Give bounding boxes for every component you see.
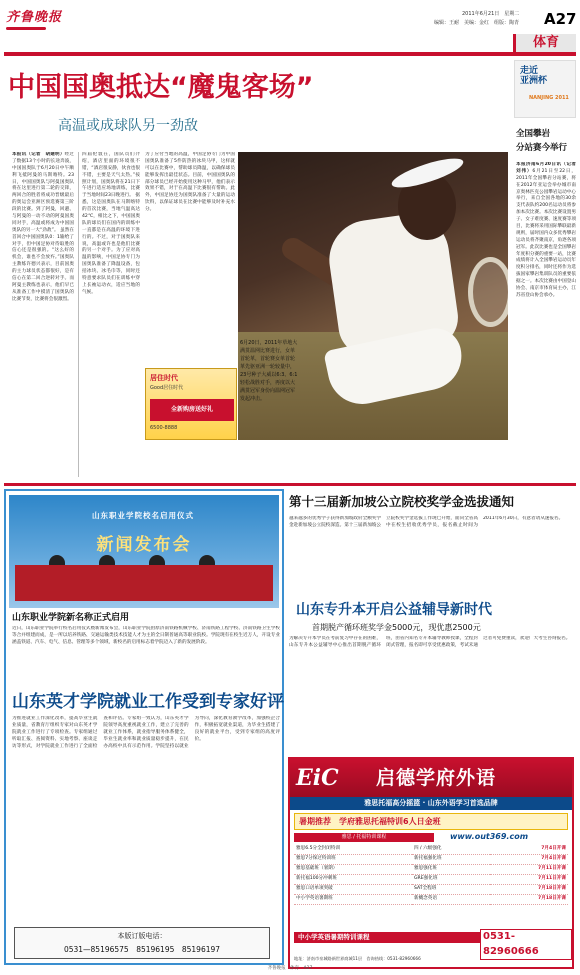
course-name: 新概念英语: [412, 895, 490, 905]
ad-subtitle: Good居住时代: [150, 385, 184, 391]
course-name: 雅思强化班: [412, 865, 490, 875]
section-rule: [4, 483, 576, 486]
course-date: 7月11日开课: [490, 865, 569, 875]
course-name: 新托福强化班: [412, 855, 490, 865]
photo-caption: 6月20日，2011年草地大满贯温网比赛进行，女单首轮革，首轮赛女单首轮革先驱亚洲一轮较量中，23号种子大威以6:3、6:1轻松战胜对手，再度以大满贯冠军身份向温网冠军发起冲击。: [240, 340, 298, 402]
lead-byline: 本报讯（记者 胡建明）: [12, 152, 65, 157]
yingcai-text: 为推进就业工作深化改革，提高毕业生就业质量，省教育厅组织专家对山东英才学院就业工作进行了专项检查。专家组通过听取汇报、查阅资料、实地考察、座谈走访等形式，对学院就业工作进行了全面检查和评估。专家组一致认为，山东英才学院领导高度重视就业工作，建立了完善的就业工作体系，就业指导服务体系健全，毕业生就业率和就业质量稳步提升，在民办高校中具有示范作用。学院坚持以就业为导向，深化教育教学改革，加强校企合作，积极拓宽就业渠道，为毕业生搭建了良好的就业平台，受到专家组的高度评价。: [12, 716, 280, 749]
eic-logo: EiC: [296, 765, 339, 791]
upgrade-text: 为解决专升本学员在考前复习中存在的困难，山东专升本公益辅导中心推出首期脱产循环班，由省内知名专升本辅导教师授课，全程封闭式管理，报名即可享受优惠政策，考试未通过者可免费重读，欢迎广大考生咨询报名。: [289, 636, 571, 648]
table-row: [294, 865, 568, 875]
course-name: GRE强化班: [412, 875, 490, 885]
lead-col1-text: 经过了数据13个小时的长途奔波，中国国奥队于6月20日中午顺利飞抵阿曼的马斯喀特。23日，中国国奥队与阿曼国奥队将在这里进行第二轮的交锋，两回合的胜者将成功晋级最后的奥运会亚洲区预选赛第三阶段的比赛。到了阿曼，回避、与阿曼的一动不动的阿曼国奥同对手，高温或将成为中国国奥队的另一大“劲敌”。: [12, 152, 74, 233]
eic-phone: 0531-82960666: [480, 929, 572, 960]
eic-promo: 暑期推荐 学府雅思托福特训6人日金班: [294, 813, 568, 830]
editor-credits: 编辑：王耐 美编：金红 组版：陶青: [434, 20, 520, 26]
banner-title: 山东职业学院校名启用仪式: [92, 511, 194, 520]
school-text: 近日，山东职业学院举行校名启用仪式暨新闻发布会，山东职业学院由原济南铁路机械学校、济南铁路工程学校、济南铁路卫生学校等合并组建而成，是一所以培养铁路、交通运输类技术技能人才为主的全日制普通高等职业院校。学院现有在校生近万人，开设专业涵盖铁道、汽车、电气、信息、管理等多个领域，新校名的启用标志着学院迈入了新的发展阶段。: [12, 626, 280, 645]
singapore-headline: 第十三届新加坡公立院校奖学金选拔通知: [289, 494, 515, 509]
section-tab: 体育: [513, 34, 576, 52]
top-rule: [4, 52, 576, 56]
lead-headline: 中国国奥抵达“魔鬼客场”: [8, 72, 314, 103]
logo-caption: NANJING 2011: [529, 95, 569, 101]
side-headline: [516, 128, 567, 155]
racket-shape: [468, 257, 508, 327]
singapore-text: 越来越多的优秀学子获得新加坡政府全额奖学金赴新加坡公立院校深造。第十三届新加坡公立院校奖学金选拔工作现已开始，面向全省高中在校生招收优秀学员，报名截止时间为2011年6月30日，有意者请从速报名。: [289, 516, 564, 528]
order-phones: 0531—85196575 85196195 85196197: [63, 945, 221, 954]
banner-big-text: 新闻发布会: [96, 535, 192, 555]
lead-col2b-text: 据悉，这是国奥队在马斯喀特的首次比赛，当地气温高达42℃，相比之下，中国国奥队的球员们在国内的训练中一直都是在高温的环境下进行的。不过，对于国奥队来说，高温或许也是他们比赛的另一个对手。为了应对高温的影响，中国足协专门为国奥队准备了降温设备，包括冰块、冰毛巾等，同时还特意要求队员们在训练中穿上长袖运动衣，适应当地的气候。: [82, 193, 140, 295]
course-name: 中小学英语暑期班: [294, 895, 412, 905]
upgrade-headline: 山东专升本开启公益辅导新时代: [296, 602, 492, 618]
course-date: 7月11日开课: [490, 875, 569, 885]
course-date: 7月4日开课: [490, 855, 569, 865]
ad-title: 居住时代: [150, 374, 178, 382]
column-divider: [78, 152, 79, 477]
masthead: [4, 3, 576, 39]
eic-course-label: 雅思 / 托福特训课程: [294, 833, 434, 842]
side-byline: 本报济南6月20日讯（记者 刘伟）: [516, 162, 576, 174]
eic-slogan: 雅思托福高分摇篮 · 山东外语学习首选品牌: [290, 797, 572, 810]
course-name: 雅思基础班（暑期）: [294, 865, 412, 875]
course-name: 雅思7分保过特训班: [294, 855, 412, 865]
side-column: [516, 162, 576, 477]
side-title-1: 全国攀岩: [516, 129, 551, 139]
logo-swoosh: [6, 27, 46, 30]
small-ad: [145, 368, 237, 440]
ad-phone: 6500-8888: [150, 425, 178, 431]
course-name: 新托福100分冲刺班: [294, 875, 412, 885]
page-number: A27: [544, 10, 577, 28]
eic-hot-label: 中小学英语暑期特训课程: [294, 932, 568, 943]
upgrade-subheadline: 首期脱产循环班奖学金5000元，现优惠2500元: [312, 623, 481, 632]
asian-cup-logo: [514, 60, 576, 118]
course-date: 7月18日开课: [490, 885, 569, 895]
lead-column-1: [12, 152, 74, 477]
logo-line-2: 亚洲杯: [520, 75, 548, 86]
lead-column-3: [145, 152, 235, 364]
table-row: [294, 885, 568, 895]
lead-col1b-text: 虽然在首回合中国国奥队0：1输给了对手，但中国足协对待取胜的信心还是很强的。“这么好的机会，谁也不会放弃。”国奥队主教练许德兴表示，目前国奥的主力球员状态都很好，是有信心在第二回合逆转对手。而阿曼主教练也表示，他们早已从准备工作中摸清了国奥队的比赛节奏，比赛将会很激烈。: [12, 227, 74, 302]
side-body: 6月21日至22日，2011年全国攀岩分站赛，将在2012年亚运会举办城市南京奥林匹克公园攀岩运动中心举行，来自全国各地的30余支代表队约200名运动员将参加本次比赛。本次比赛设置男子、女子难度赛、速度赛等项目，比赛将采用国际攀联最新规则，届时国内众多优秀攀岩运动员将齐聚南京，角逐各项冠军。此次比赛也是全国攀岩年度积分赛的重要一站，比赛成绩将计入全国攀岩运动员年度积分排名，同时还将作为选拔国家攀岩集训队员的重要依据之一。本次比赛由中国登山协会、南京市体育局主办，江苏省登山协会承办。: [516, 168, 576, 298]
lead-col3-text: 为了应付当地的高温，中国足协专门为中国国奥队准备了5件防热的冰块马甲，这样就可以在比赛中，帮助球员降温，以确保球员能够发挥出最佳状态。目前，中国国奥队的部分球员已经开始使用这种马甲，他们表示效果不错，对于在高温下比赛很有帮助。此外，中国足协还为国奥队准备了大量的运动饮料，以保证球员在比赛中能够及时补充水分。: [145, 152, 235, 213]
course-name: 雅思口语单项突破: [294, 885, 412, 895]
table-row: [294, 875, 568, 885]
lead-col2-text: 四届伦敦在，国队员们介绍，酒店里面的环境很不错，“酒店很安静，伙食也很不错，主要是天气太热。”按照计划，国奥队将在21日下午进行适应场地训练，比赛于当地时间23日晚进行。: [82, 152, 140, 199]
table-shape: [15, 565, 273, 601]
course-name: 雅思6.5分全封闭特训: [294, 845, 412, 855]
order-label: 本版订版电话：: [117, 932, 167, 940]
course-name: 四 / 六级强化: [412, 845, 490, 855]
table-row: [294, 845, 568, 855]
table-row: [294, 855, 568, 865]
eic-header: [290, 759, 572, 797]
school-headline: 山东职业学院新名称正式启用: [12, 613, 130, 623]
yingcai-headline: 山东英才学院就业工作受到专家好评: [12, 692, 284, 712]
course-date: 7月4日开课: [490, 845, 569, 855]
eic-website: www.out369.com: [450, 832, 529, 841]
table-row: [294, 895, 568, 905]
ad-button: 全新购房送好礼: [150, 399, 234, 421]
eic-course-table: [294, 845, 568, 905]
order-phone-box: [14, 927, 270, 959]
issue-date: 2011年6月21日 星期二: [462, 11, 520, 17]
side-title-2: 分站赛今举行: [516, 142, 568, 153]
newspaper-logo: 齐鲁晚报: [6, 10, 63, 25]
lead-column-2: [82, 152, 140, 477]
logo-line-1: 走近: [520, 66, 539, 76]
course-name: SAT全程班: [412, 885, 490, 895]
course-date: 7月18日开课: [490, 895, 569, 905]
eic-footer: 地址：济南市泉城路新世界商城11层 咨询热线：0531-82960666: [294, 956, 421, 961]
page-footer: 齐鲁晚报 体育 A27: [267, 966, 313, 971]
school-banner-photo: [9, 495, 279, 608]
eic-name: 启德学府外语: [376, 767, 497, 789]
eic-ad: [288, 757, 574, 969]
lead-subheadline: 高温或成球队另一劲敌: [58, 118, 198, 134]
